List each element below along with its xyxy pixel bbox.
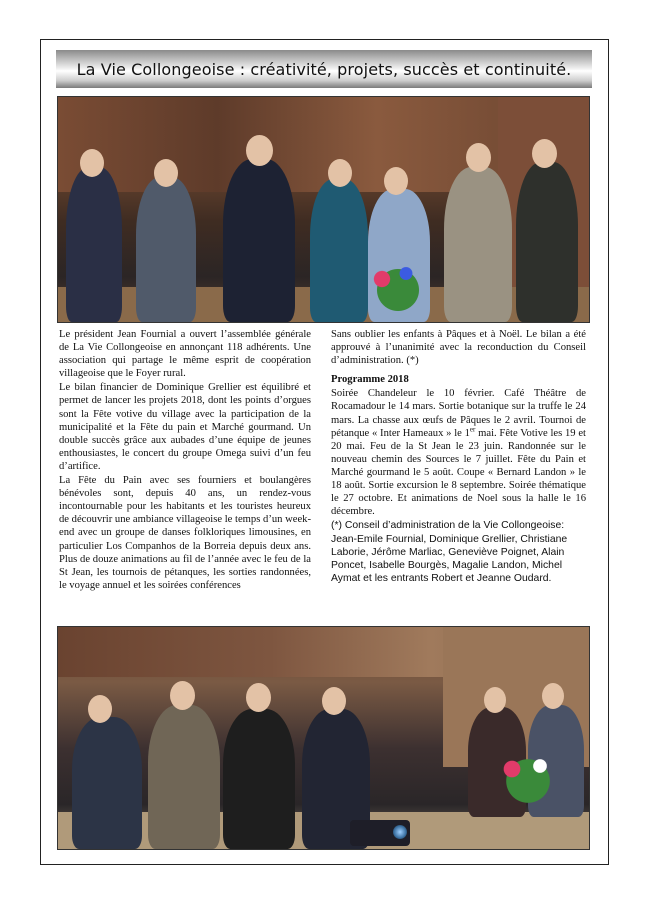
paragraph-continuation: Sans oublier les enfants à Pâques et à Noël. Le bilan a été approuvé à l’unanimité avec la reconduction du Conseil d’administration. (*) bbox=[331, 329, 586, 367]
right-text-column bbox=[331, 328, 586, 586]
paragraph-assembly: Le président Jean Fournial a ouvert l’assemblée générale de La Vie Collongeoise en annonçant 118 adhérents. Une association qui partage le même esprit de coopération villageoise que le Foyer rural. bbox=[59, 329, 311, 380]
title-banner bbox=[56, 50, 592, 88]
programme-paragraph bbox=[331, 387, 586, 518]
programme-text-part2: mai. Fête Votive les 19 et 20 mai. Feu de la St Jean le 23 juin. Randonnée sur le nouveau chemin des Sources le 7 juillet. Fête du Pain et Marché gourmand le 5 août. Coupe « Bernard Landon » le 18 août. Sortie excursion le 8 septembre. Soirée thématique le 27 octobre. Et animations de Noel sous la halle le 16 décembre. bbox=[331, 427, 586, 518]
council-note: (*) Conseil d’administration de la Vie Collongeoise: Jean-Emile Fournial, Dominique Grellier, Christiane Laborie, Jérôme Marliac, Geneviève Poignet, Alain Poncet, Isabelle Bourgès, Magalie Landon, Michel Aymat et les entrants Robert et Jeanne Oudard. bbox=[331, 520, 568, 585]
group-photo-seated bbox=[57, 626, 590, 850]
paragraph-financial: Le bilan financier de Dominique Grellier est équilibré et permet de lancer les projets 2018, dont les points d’orgues sont la Fête votive du village avec la participation de la municipalité et la Fête du pain et Marché gourmand. Un double succès grâce aux aubades d’une équipe de jeunes enthousiastes, le concert du groupe Omega suivi d’un feu d’artifice. bbox=[59, 382, 311, 472]
programme-text-part1: Soirée Chandeleur le 10 février. Café Théâtre de Rocamadour le 14 mars. Sortie botanique sur la truffe le 24 mars. La chasse aux œufs de Pâques le 2 avril. Tournoi de pétanque « Inter Hameaux » le 1 bbox=[331, 388, 586, 439]
projector-lens bbox=[393, 825, 407, 839]
left-text-column bbox=[59, 328, 311, 593]
programme-superscript: er bbox=[469, 425, 476, 434]
paragraph-bread-festival: La Fête du Pain avec ses fourniers et boulangères bénévoles sont, depuis 40 ans, un rendez-vous incontournable pour les habitants et les touristes heureux de découvrir une ambiance villageoise le temps d’un week-end avec un groupe de danses folkloriques limousines, en particulier Los Companhos de la Borreia depuis deux ans. Plus de douze animations au fil de l’année avec le feu de la St Jean, les tournois de pétanques, les sorties randonnées, le voyage annuel et les soirées conférences bbox=[59, 475, 311, 591]
group-photo-standing bbox=[57, 96, 590, 323]
article-title: La Vie Collongeoise : créativité, projets, succès et continuité. bbox=[76, 59, 572, 79]
programme-heading: Programme 2018 bbox=[331, 374, 409, 386]
